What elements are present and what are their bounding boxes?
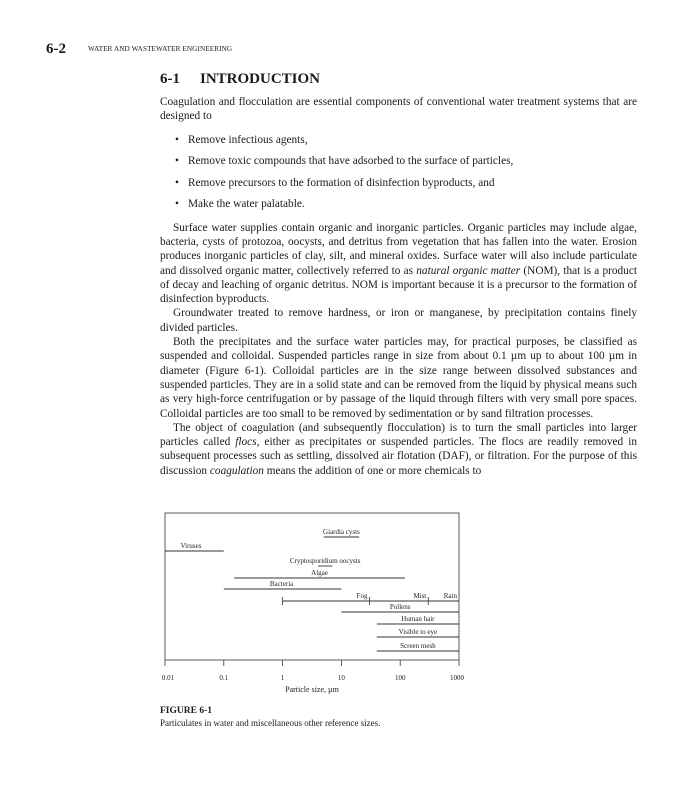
bullet-item: • Remove toxic compounds that have adsorbed to the surface of particles, [175, 155, 514, 168]
bullet-dot-icon: • [175, 198, 179, 211]
paragraph-surface-water: Surface water supplies contain organic and inorganic particles. Organic particles may include algae, bacteria, cysts of protozoa, oocysts, and detritus from vegetation that has fallen into the water. Erosion produces inorganic particles of clay, silt, and mineral oxides. Surface water will also include particulate and dissolved organic matter, collectively referred to as natural organic matter (NOM), that is a product of decay and leaching of organic detritus. NOM is important because it is a precursor to the formation of disinfection byproducts. [160, 221, 637, 306]
range-label: Giardia cysts [323, 528, 360, 536]
x-tick-label: 10 [337, 674, 345, 682]
range-label: Algae [311, 569, 328, 577]
bullet-item: • Remove infectious agents, [175, 133, 308, 146]
bullet-dot-icon: • [175, 155, 179, 168]
particle-size-chart [160, 511, 470, 703]
figure-label: FIGURE 6-1 [160, 706, 212, 716]
chart-frame [165, 513, 459, 660]
paragraph-precipitates: Both the precipitates and the surface water particles may, for practical purposes, be classified as suspended and colloidal. Suspended particles range in size from about 0.1 µm up to about 100 µm in diameter (Figure 6-1). Colloidal particles are in the size range between dissolved substances and suspended particles. They are in a solid state and can be removed from the liquid by physical means such as very high-force centrifugation or by passage of the liquid through filters with very small pore spaces. Colloidal particles are too small to be removed by sedimentation or by sand filtration processes. [160, 336, 637, 420]
bullet-dot-icon: • [175, 176, 179, 189]
intro-paragraph: Coagulation and flocculation are essential components of conventional water treatment systems that are designed to [160, 96, 637, 123]
paragraph-coagulation: The object of coagulation (and subsequently flocculation) is to turn the small particles into larger particles called flocs, either as precipitates or suspended particles. The flocs are readily removed in subsequent processes such as settling, dissolved air flotation (DAF), or filtration. For the purpose of this discussion coagulation means the addition of one or more chemicals to [160, 421, 637, 477]
range-label: Fog [356, 592, 368, 600]
range-label: Mist [413, 592, 427, 600]
x-tick-label: 1 [280, 674, 285, 682]
bullet-item: • Make the water palatable. [175, 198, 305, 211]
range-label: Human hair [401, 615, 435, 623]
x-tick-label: 0.1 [219, 674, 229, 682]
section-heading [160, 70, 637, 88]
range-label: Cryptosporidium oocysts [289, 557, 361, 565]
body-column [160, 70, 637, 478]
section-title: INTRODUCTION [200, 71, 321, 87]
page-number: 6-2 [46, 41, 66, 57]
figure-6-1 [160, 511, 470, 708]
x-tick-label: 1000 [450, 674, 464, 682]
range-label: Screen mesh [400, 642, 436, 650]
bullet-list [160, 133, 637, 212]
figure-caption [160, 705, 640, 729]
range-label: Bacteria [269, 580, 294, 588]
range-label: Viruses [180, 542, 202, 550]
bullet-item: • Remove precursors to the formation of disinfection byproducts, and [175, 176, 495, 189]
range-label: Visible to eye [398, 628, 438, 636]
range-label: Pollens [389, 603, 411, 611]
running-head-title: WATER AND WASTEWATER ENGINEERING [88, 45, 233, 53]
bullet-dot-icon: • [175, 133, 179, 146]
x-tick-label: 100 [394, 674, 406, 682]
x-tick-label: 0.01 [161, 674, 175, 682]
running-header [46, 41, 646, 57]
range-label: Rain [443, 592, 457, 600]
figure-caption-text: Particulates in water and miscellaneous other reference sizes. [160, 718, 381, 728]
x-axis-label: Particle size, µm [285, 685, 339, 694]
section-number: 6-1 [160, 71, 180, 87]
paragraph-groundwater: Groundwater treated to remove hardness, or iron or manganese, by precipitation contains finely divided particles. [160, 307, 637, 334]
